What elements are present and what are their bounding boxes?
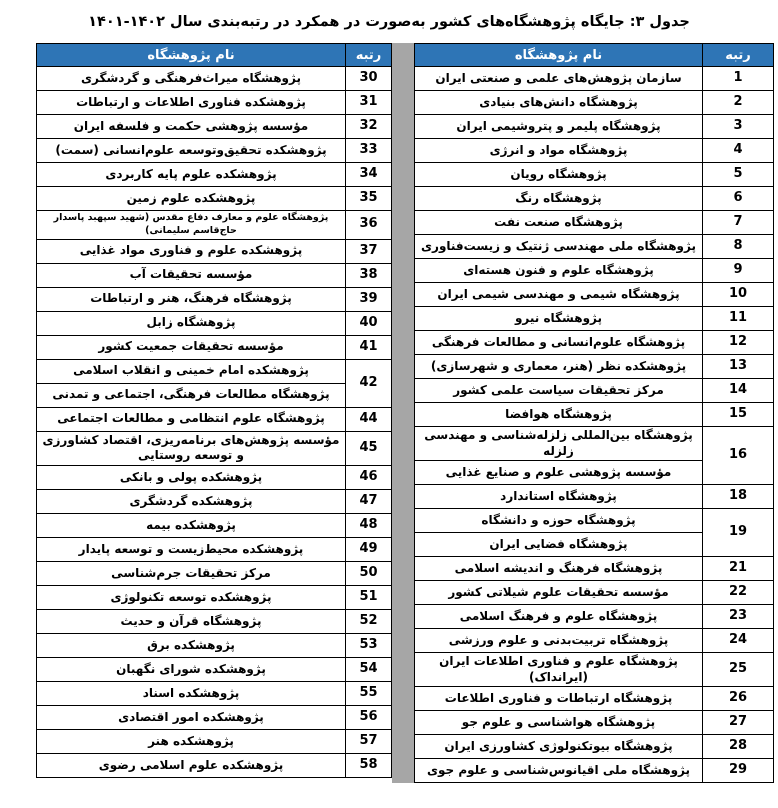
rank-cell: 28: [703, 735, 774, 759]
institute-name-cell: پژوهشکده پولی و بانکی: [37, 465, 346, 489]
institute-name-cell: پژوهشکده توسعه تکنولوژی: [37, 585, 346, 609]
institute-name-cell: پژوهشکده نظر (هنر، معماری و شهرسازی): [415, 355, 703, 379]
institute-name-cell: پژوهشگاه ملی اقیانوس‌شناسی و علوم جوی: [415, 759, 703, 783]
institute-name-cell: پژوهشگاه حوزه و دانشگاه: [415, 509, 703, 533]
table-row: [415, 115, 774, 139]
table-row: [415, 163, 774, 187]
institute-name-cell: پژوهشگاه فرهنگ، هنر و ارتباطات: [37, 287, 346, 311]
institute-name-cell: مؤسسه پژوهشی حکمت و فلسفه ایران: [37, 115, 346, 139]
institute-name-cell: پژوهشگاه نیرو: [415, 307, 703, 331]
table-row: [415, 259, 774, 283]
table-header: [37, 44, 392, 67]
institute-name-cell: پژوهشگاه فرهنگ و اندیشه اسلامی: [415, 557, 703, 581]
institute-name-cell: پژوهشگاه استاندارد: [415, 485, 703, 509]
table-header: [415, 44, 774, 67]
institute-name-cell: پژوهشگاه میراث‌فرهنگی و گردشگری: [37, 67, 346, 91]
institute-name-cell: مؤسسه پژوهش‌های برنامه‌ریزی، اقتصاد کشاورزی و توسعه روستایی: [37, 431, 346, 465]
institute-name-cell: پژوهشگاه بیوتکنولوژی کشاورزی ایران: [415, 735, 703, 759]
rank-cell: 24: [703, 629, 774, 653]
table-row: [415, 211, 774, 235]
rank-cell: 34: [346, 163, 392, 187]
rank-cell: 29: [703, 759, 774, 783]
rank-cell: 1: [703, 67, 774, 91]
table-row: [415, 509, 774, 533]
rank-cell: 39: [346, 287, 392, 311]
ranking-table-ranks-30-58: [36, 43, 392, 778]
institute-name-cell: پژوهشکده بیمه: [37, 513, 346, 537]
table-row: [415, 307, 774, 331]
table-row: [37, 335, 392, 359]
table-row: [37, 407, 392, 431]
rank-column-header: رتبه: [346, 44, 392, 67]
table-row: [37, 211, 392, 240]
rank-cell: 33: [346, 139, 392, 163]
rank-cell: 11: [703, 307, 774, 331]
table-row: [37, 633, 392, 657]
header-row: [37, 44, 392, 67]
institute-name-cell: پژوهشگاه علوم و فنون هسته‌ای: [415, 259, 703, 283]
table-row: [415, 557, 774, 581]
table-row: [415, 605, 774, 629]
rank-cell: 32: [346, 115, 392, 139]
institute-name-cell: پژوهشکده فناوری اطلاعات و ارتباطات: [37, 91, 346, 115]
rank-cell: 26: [703, 687, 774, 711]
rank-cell: 56: [346, 705, 392, 729]
rank-cell: 19: [703, 509, 774, 557]
rank-cell: 50: [346, 561, 392, 585]
institute-name-cell: پژوهشکده علوم زمین: [37, 187, 346, 211]
institute-name-cell: پژوهشگاه مطالعات فرهنگی، اجتماعی و تمدنی: [37, 383, 346, 407]
table-row: [37, 585, 392, 609]
rank-cell: 8: [703, 235, 774, 259]
institute-name-cell: پژوهشگاه مواد و انرژی: [415, 139, 703, 163]
table-row: [37, 561, 392, 585]
rank-cell: 16: [703, 427, 774, 485]
rank-cell: 10: [703, 283, 774, 307]
institute-name-cell: پژوهشگاه فضایی ایران: [415, 533, 703, 557]
rank-cell: 52: [346, 609, 392, 633]
institute-name-cell: پژوهشگاه صنعت نفت: [415, 211, 703, 235]
table-row: [37, 311, 392, 335]
rank-cell: 57: [346, 729, 392, 753]
table-row: [37, 609, 392, 633]
institute-name-cell: پژوهشگاه هوافضا: [415, 403, 703, 427]
table-row: [415, 67, 774, 91]
table-row: [415, 581, 774, 605]
institute-name-cell: پژوهشگاه بین‌المللی زلزله‌شناسی و مهندسی زلزله: [415, 427, 703, 461]
table-divider: [392, 43, 414, 783]
rank-cell: 5: [703, 163, 774, 187]
table-row: [37, 465, 392, 489]
institute-name-cell: پژوهشکده علوم و فناوری مواد غذایی: [37, 239, 346, 263]
table-row: [415, 139, 774, 163]
institute-name-cell: پژوهشکده اسناد: [37, 681, 346, 705]
institute-name-cell: پژوهشکده محیط‌زیست و توسعه پایدار: [37, 537, 346, 561]
rank-cell: 48: [346, 513, 392, 537]
institute-name-cell: مؤسسه تحقیقات جمعیت کشور: [37, 335, 346, 359]
institute-name-cell: پژوهشکده هنر: [37, 729, 346, 753]
institute-name-cell: مؤسسه تحقیقات آب: [37, 263, 346, 287]
rank-cell: 58: [346, 753, 392, 777]
table-row: [415, 355, 774, 379]
table-row: [415, 379, 774, 403]
rank-cell: 4: [703, 139, 774, 163]
table-row: [37, 681, 392, 705]
rank-cell: 6: [703, 187, 774, 211]
institute-name-cell: پژوهشگاه قرآن و حدیث: [37, 609, 346, 633]
table-row: [415, 403, 774, 427]
rank-cell: 44: [346, 407, 392, 431]
table-row: [37, 537, 392, 561]
institute-name-cell: پژوهشگاه علوم‌انسانی و مطالعات فرهنگی: [415, 331, 703, 355]
rank-cell: 38: [346, 263, 392, 287]
institute-name-cell: پژوهشگاه رنگ: [415, 187, 703, 211]
institute-name-cell: پژوهشکده تحقیق‌وتوسعه علوم‌انسانی (سمت): [37, 139, 346, 163]
institute-name-cell: پژوهشگاه زابل: [37, 311, 346, 335]
table-row: [37, 705, 392, 729]
table-row: [415, 283, 774, 307]
rank-column-header: رتبه: [703, 44, 774, 67]
rank-cell: 40: [346, 311, 392, 335]
rank-cell: 37: [346, 239, 392, 263]
rank-cell: 35: [346, 187, 392, 211]
table-row: [37, 753, 392, 777]
table-row: [415, 427, 774, 461]
rank-cell: 51: [346, 585, 392, 609]
table-row: [37, 115, 392, 139]
table-row: [37, 489, 392, 513]
table-row: [37, 359, 392, 383]
institute-name-cell: مرکز تحقیقات سیاست علمی کشور: [415, 379, 703, 403]
institute-name-cell: پژوهشکده امام خمینی و انقلاب اسلامی: [37, 359, 346, 383]
table-row: [37, 239, 392, 263]
table-row: [415, 331, 774, 355]
rank-cell: 47: [346, 489, 392, 513]
institute-name-cell: پژوهشگاه علوم و معارف دفاع مقدس (شهید سپهبد پاسدار حاج‌قاسم سلیمانی): [37, 211, 346, 240]
rank-cell: 18: [703, 485, 774, 509]
institute-name-cell: پژوهشگاه شیمی و مهندسی شیمی ایران: [415, 283, 703, 307]
table-row: [37, 91, 392, 115]
table-row: [415, 759, 774, 783]
rank-cell: 49: [346, 537, 392, 561]
rank-cell: 36: [346, 211, 392, 240]
table-row: [37, 263, 392, 287]
rank-cell: 54: [346, 657, 392, 681]
rank-cell: 12: [703, 331, 774, 355]
table-row: [415, 687, 774, 711]
table-row: [415, 653, 774, 687]
institute-name-cell: پژوهشکده گردشگری: [37, 489, 346, 513]
rank-cell: 21: [703, 557, 774, 581]
rank-cell: 9: [703, 259, 774, 283]
rank-cell: 23: [703, 605, 774, 629]
rank-cell: 13: [703, 355, 774, 379]
institute-name-cell: پژوهشگاه علوم و فرهنگ اسلامی: [415, 605, 703, 629]
table-row: [37, 657, 392, 681]
institute-name-cell: مؤسسه تحقیقات علوم شیلاتی کشور: [415, 581, 703, 605]
table-row: [37, 67, 392, 91]
rank-cell: 41: [346, 335, 392, 359]
ranking-table-ranks-1-29: [414, 43, 774, 783]
rank-cell: 15: [703, 403, 774, 427]
table-row: [415, 735, 774, 759]
rank-cell: 42: [346, 359, 392, 407]
institute-name-cell: پژوهشگاه تربیت‌بدنی و علوم ورزشی: [415, 629, 703, 653]
institute-name-cell: پژوهشگاه علوم و فناوری اطلاعات ایران (ایرانداک): [415, 653, 703, 687]
table-row: [415, 485, 774, 509]
rank-cell: 7: [703, 211, 774, 235]
table-row: [415, 91, 774, 115]
institute-name-cell: پژوهشکده برق: [37, 633, 346, 657]
ranking-tables: [36, 43, 772, 783]
institute-name-column-header: نام پژوهشگاه: [37, 44, 346, 67]
table-row: [37, 513, 392, 537]
rank-cell: 27: [703, 711, 774, 735]
table-body-left: [37, 67, 392, 778]
institute-name-cell: مؤسسه پژوهشی علوم و صنایع غذایی: [415, 461, 703, 485]
institute-name-cell: پژوهشکده امور اقتصادی: [37, 705, 346, 729]
table-row: [37, 383, 392, 407]
table-row: [37, 163, 392, 187]
rank-cell: 31: [346, 91, 392, 115]
institute-name-cell: پژوهشگاه پلیمر و پتروشیمی ایران: [415, 115, 703, 139]
table-row: [37, 729, 392, 753]
header-row: [415, 44, 774, 67]
rank-cell: 14: [703, 379, 774, 403]
institute-name-cell: پژوهشکده علوم اسلامی رضوی: [37, 753, 346, 777]
table-row: [415, 711, 774, 735]
rank-cell: 2: [703, 91, 774, 115]
institute-name-cell: پژوهشگاه هواشناسی و علوم جو: [415, 711, 703, 735]
table-body-right: [415, 67, 774, 783]
table-row: [415, 629, 774, 653]
table-row: [37, 187, 392, 211]
rank-cell: 22: [703, 581, 774, 605]
institute-name-column-header: نام پژوهشگاه: [415, 44, 703, 67]
institute-name-cell: پژوهشگاه علوم انتظامی و مطالعات اجتماعی: [37, 407, 346, 431]
rank-cell: 53: [346, 633, 392, 657]
institute-name-cell: سازمان پژوهش‌های علمی و صنعتی ایران: [415, 67, 703, 91]
table-row: [37, 431, 392, 465]
institute-name-cell: پژوهشگاه رویان: [415, 163, 703, 187]
institute-name-cell: پژوهشگاه ارتباطات و فناوری اطلاعات: [415, 687, 703, 711]
table-title: جدول ۳: جایگاه پژوهشگاه‌های کشور به‌صورت در همکرد در رتبه‌بندی سال ۱۴۰۲-۱۴۰۱: [88, 14, 690, 30]
institute-name-cell: پژوهشگاه دانش‌های بنیادی: [415, 91, 703, 115]
rank-cell: 30: [346, 67, 392, 91]
table-row: [37, 139, 392, 163]
rank-cell: 55: [346, 681, 392, 705]
institute-name-cell: مرکز تحقیقات جرم‌شناسی: [37, 561, 346, 585]
rank-cell: 25: [703, 653, 774, 687]
rank-cell: 45: [346, 431, 392, 465]
rank-cell: 3: [703, 115, 774, 139]
table-row: [415, 187, 774, 211]
table-row: [415, 235, 774, 259]
table-row: [37, 287, 392, 311]
institute-name-cell: پژوهشکده شورای نگهبان: [37, 657, 346, 681]
rank-cell: 46: [346, 465, 392, 489]
institute-name-cell: پژوهشگاه ملی مهندسی ژنتیک و زیست‌فناوری: [415, 235, 703, 259]
institute-name-cell: پژوهشکده علوم پایه کاربردی: [37, 163, 346, 187]
